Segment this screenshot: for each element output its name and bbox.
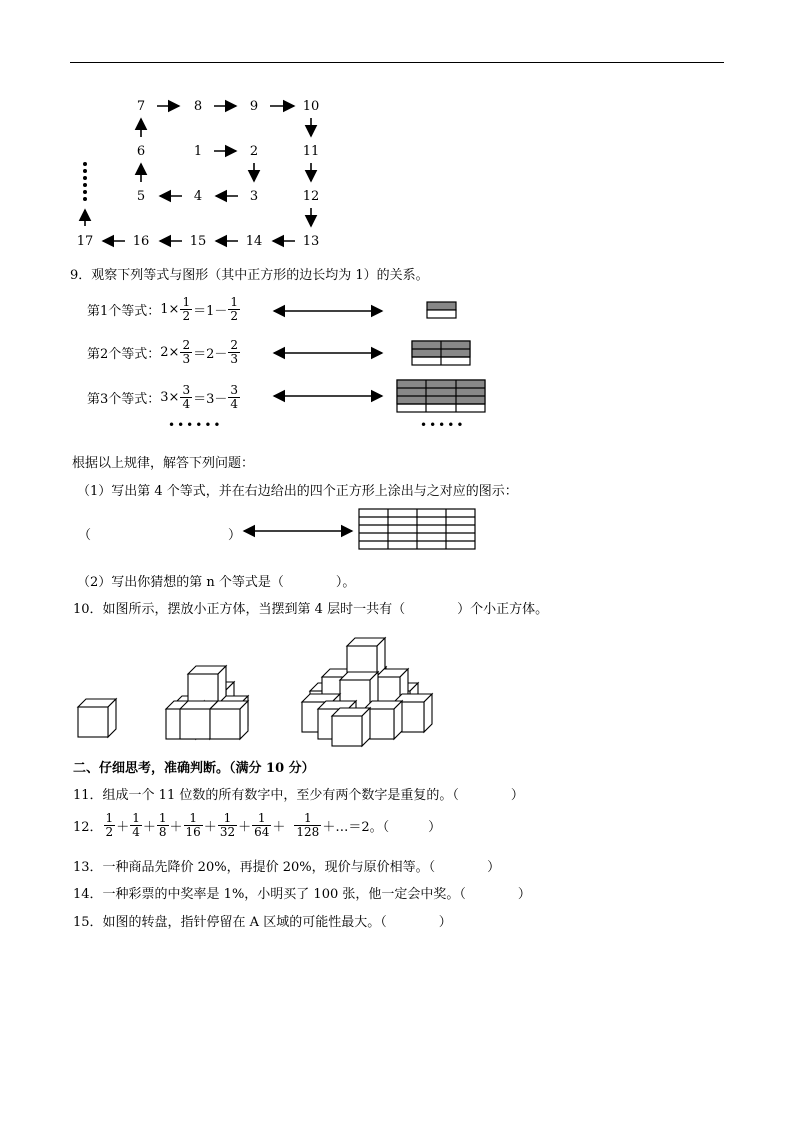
q12-prefix: 12． [73,820,103,835]
grid-4: 4 [193,189,203,204]
grid-17: 17 [76,234,94,249]
q12-term-5: $\frac{1}{32}$ [219,811,236,839]
eq1-label: 第1个等式： [87,304,161,319]
grid-12: 12 [302,189,320,204]
eq2-frac-2: $\frac{2}{3}$ [230,338,239,366]
q12-term-2: $\frac{1}{4}$ [132,811,140,839]
grid-5: 5 [136,189,146,204]
eq1-frac-2: $\frac{1}{2}$ [230,295,239,323]
q9-part1: （1）写出第 4 个等式，并在右边给出的四个正方形上涂出与之对应的图示： [77,484,518,499]
eq3-label: 第3个等式： [87,392,161,407]
q9-dots-right: ••••• [420,418,466,432]
q9-answer-close: ） [228,528,242,543]
eq3-mid: ＝3－ [193,392,228,407]
section2-title: 二、仔细思考，准确判断。（满分 10 分） [73,761,315,776]
eq3-a: 3× [160,390,180,405]
eq1-a: 1× [160,302,180,317]
q12-expression [73,812,441,839]
eq2-frac-1: $\frac{2}{3}$ [182,338,191,366]
q9-part2: （2）写出你猜想的第 n 个等式是（ ）。 [77,575,356,590]
q12-plus-4: ＋ [203,820,217,835]
grid-11: 11 [302,144,320,159]
q9-rule: 根据以上规律，解答下列问题： [72,456,255,471]
grid-7: 7 [136,99,146,114]
grid-9: 9 [249,99,259,114]
eq3-frac-1: $\frac{3}{4}$ [182,383,191,411]
grid-13: 13 [302,234,320,249]
eq1-mid: ＝1－ [193,304,228,319]
eq2-a: 2× [160,345,180,360]
eq1-frac-1: $\frac{1}{2}$ [182,295,191,323]
grid-6: 6 [136,144,146,159]
q9-dots-left: •••••• [168,418,223,432]
q12-term-6: $\frac{1}{64}$ [254,811,270,839]
grid-16: 16 [132,234,150,249]
q12-term-7: $\frac{1}{128}$ [296,811,320,839]
q12-plus-1: ＋ [116,820,130,835]
grid-14: 14 [245,234,263,249]
q12-plus-6: ＋ [272,820,286,835]
q12-plus-5: ＋ [238,820,252,835]
q12-tail: ＋…＝2。（ ） [322,820,442,835]
grid-8: 8 [193,99,203,114]
q10-text: 10．如图所示，摆放小正方体，当摆到第 4 层时一共有（ ）个小正方体。 [73,602,549,617]
eq2-label: 第2个等式： [87,347,161,362]
q12-term-3: $\frac{1}{8}$ [158,811,167,839]
q9-answer-open: （ [78,528,92,543]
grid-10: 10 [302,99,320,114]
q12-term-4: $\frac{1}{16}$ [185,811,201,839]
q15-text: 15．如图的转盘，指针停留在 A 区域的可能性最大。（ ） [73,915,452,930]
grid-3: 3 [249,189,259,204]
grid-2: 2 [249,144,259,159]
q13-text: 13．一种商品先降价 20%，再提价 20%，现价与原价相等。（ ） [73,860,501,875]
eq2-mid: ＝2－ [193,347,228,362]
q11-text: 11．组成一个 11 位数的所有数字中，至少有两个数字是重复的。（ ） [73,788,524,803]
q14-text: 14．一种彩票的中奖率是 1%，小明买了 100 张，他一定会中奖。（ ） [73,887,531,902]
grid-15: 15 [189,234,207,249]
eq3-frac-2: $\frac{3}{4}$ [230,383,239,411]
q12-term-1: $\frac{1}{2}$ [105,811,114,839]
grid-1: 1 [193,144,203,159]
q9-title: 9．观察下列等式与图形（其中正方形的边长均为 1）的关系。 [70,268,429,283]
q12-plus-2: ＋ [142,820,156,835]
q12-plus-3: ＋ [169,820,183,835]
